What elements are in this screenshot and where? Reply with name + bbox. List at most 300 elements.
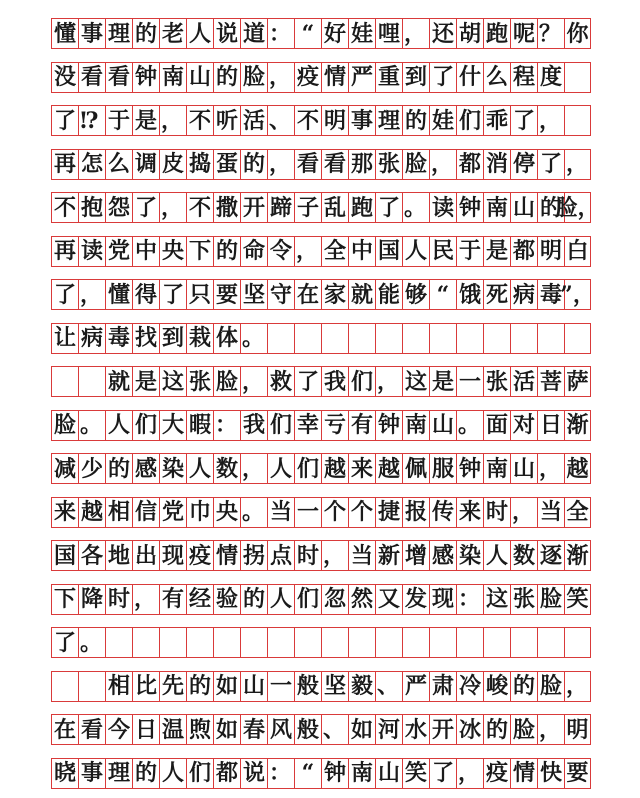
- grid-cell-empty: [321, 324, 348, 353]
- grid-cell-empty: [186, 628, 213, 657]
- grid-cell-character: 河: [375, 715, 402, 744]
- grid-cell-character: 中: [348, 237, 375, 266]
- grid-cell-character: 中: [132, 237, 159, 266]
- manuscript-row: [51, 62, 591, 93]
- grid-cell-character: 好: [321, 19, 348, 48]
- grid-cell-character: 你: [564, 19, 591, 48]
- grid-cell-character: 时: [294, 541, 321, 570]
- grid-cell-character: 南: [402, 411, 429, 440]
- grid-cell-character: 就: [348, 280, 375, 309]
- grid-cell-character: ，: [537, 715, 564, 744]
- grid-cell-character: 是: [132, 106, 159, 135]
- grid-cell-character: 呢: [510, 19, 537, 48]
- grid-cell-character: 再: [51, 237, 78, 266]
- manuscript-row: [51, 192, 600, 223]
- grid-cell-character: 忽: [321, 585, 348, 614]
- grid-cell-empty: [375, 324, 402, 353]
- grid-cell-character: 现: [429, 585, 456, 614]
- grid-cell-character: 相: [105, 498, 132, 527]
- grid-cell-character: 党: [159, 498, 186, 527]
- grid-cell-character: 这: [402, 367, 429, 396]
- manuscript-row: [51, 671, 591, 702]
- grid-cell-character: 这: [159, 367, 186, 396]
- grid-cell-character: 当: [267, 498, 294, 527]
- grid-cell-character: 国: [375, 237, 402, 266]
- grid-cell-character: 面: [483, 411, 510, 440]
- grid-cell-character: 情: [213, 541, 240, 570]
- grid-cell-character: 服: [429, 454, 456, 483]
- grid-cell-character: ，: [267, 63, 294, 92]
- grid-cell-character: ，: [159, 193, 186, 222]
- grid-cell-character: 地: [105, 541, 132, 570]
- grid-cell-character: 了: [537, 150, 564, 179]
- grid-cell-character: 活: [510, 367, 537, 396]
- grid-cell-character: 懂: [51, 19, 78, 48]
- grid-cell-character: 明: [321, 106, 348, 135]
- grid-cell-character: 病: [510, 280, 537, 309]
- grid-cell-character: 跑: [348, 193, 375, 222]
- grid-cell-character: 山: [429, 411, 456, 440]
- grid-cell-character: 如: [213, 672, 240, 701]
- grid-cell-character: 听: [213, 106, 240, 135]
- grid-cell-character: 各: [78, 541, 105, 570]
- grid-cell-character: 煦: [186, 715, 213, 744]
- grid-cell-character: 都: [510, 237, 537, 266]
- grid-cell-character: 程: [510, 63, 537, 92]
- grid-cell-character: 哩: [375, 19, 402, 48]
- grid-cell-character: 调: [132, 150, 159, 179]
- grid-cell-character: 是: [132, 367, 159, 396]
- grid-cell-empty: [51, 367, 78, 396]
- grid-cell-character: 、: [267, 106, 294, 135]
- manuscript-row: [51, 18, 591, 49]
- grid-cell-character: 了: [159, 280, 186, 309]
- grid-cell-character: 人: [267, 585, 294, 614]
- grid-cell-character: ，: [294, 237, 321, 266]
- grid-cell-character: 脸: [51, 411, 78, 440]
- grid-cell-character: 只: [186, 280, 213, 309]
- grid-cell-character: 钟: [375, 411, 402, 440]
- grid-cell-character: 坚: [321, 672, 348, 701]
- grid-cell-character: 张: [483, 367, 510, 396]
- grid-cell-empty: [105, 628, 132, 657]
- grid-cell-character: 快: [537, 759, 564, 788]
- grid-cell-character: 停: [510, 150, 537, 179]
- grid-cell-character: 越: [564, 454, 591, 483]
- manuscript-row: [51, 540, 591, 571]
- grid-cell-character: 大: [159, 411, 186, 440]
- grid-cell-character: 春: [240, 715, 267, 744]
- grid-cell-character: ，: [159, 106, 186, 135]
- grid-cell-character: 要: [213, 280, 240, 309]
- grid-cell-character: 冷: [456, 672, 483, 701]
- grid-cell-character: 的: [213, 63, 240, 92]
- grid-cell-empty: [159, 628, 186, 657]
- grid-cell-character: 看: [78, 63, 105, 92]
- grid-cell-character: 不: [294, 106, 321, 135]
- grid-cell-character: 命: [240, 237, 267, 266]
- grid-cell-character: 于: [456, 237, 483, 266]
- grid-cell-character: 够: [402, 280, 429, 309]
- grid-cell-character: 数: [510, 541, 537, 570]
- grid-cell-character: 个: [321, 498, 348, 527]
- grid-cell-character: 逐: [537, 541, 564, 570]
- grid-cell-character: 毅: [348, 672, 375, 701]
- manuscript-row: [51, 627, 591, 658]
- grid-cell-character: 又: [375, 585, 402, 614]
- grid-cell-character: 开: [429, 715, 456, 744]
- grid-cell-character: 山: [375, 759, 402, 788]
- grid-cell-character: 乖: [483, 106, 510, 135]
- grid-cell-character: 山: [510, 454, 537, 483]
- grid-cell-character: 我: [321, 367, 348, 396]
- grid-cell-character: 都: [456, 150, 483, 179]
- grid-cell-character: 还: [429, 19, 456, 48]
- grid-cell-character: ：: [213, 411, 240, 440]
- grid-cell-character: 。: [240, 324, 267, 353]
- grid-cell-character: 饿: [456, 280, 483, 309]
- grid-cell-character: 理: [375, 106, 402, 135]
- grid-cell-character: 的: [240, 585, 267, 614]
- grid-cell-character: 毒: [537, 280, 564, 309]
- grid-cell-character: 。: [402, 193, 429, 222]
- grid-cell-character: 央: [213, 498, 240, 527]
- grid-cell-character: 水: [402, 715, 429, 744]
- grid-cell-character: 脸: [402, 150, 429, 179]
- grid-cell-character: 、: [321, 715, 348, 744]
- grid-cell-empty: [402, 324, 429, 353]
- grid-cell-character: 感: [132, 454, 159, 483]
- grid-cell-character: 脸，: [555, 194, 600, 221]
- grid-cell-character: 南: [483, 193, 510, 222]
- grid-cell-character: 渐: [564, 411, 591, 440]
- grid-cell-character: 山: [510, 193, 537, 222]
- grid-cell-character: “: [294, 19, 321, 48]
- grid-cell-character: 捣: [186, 150, 213, 179]
- manuscript-row: [51, 584, 591, 615]
- grid-cell-character: 找: [132, 324, 159, 353]
- manuscript-row: [51, 758, 591, 789]
- grid-cell-character: 是: [483, 237, 510, 266]
- grid-cell-empty: [456, 324, 483, 353]
- grid-cell-character: 般: [294, 672, 321, 701]
- grid-cell-character: 来: [456, 498, 483, 527]
- manuscript-row: [51, 497, 591, 528]
- grid-cell-character: 度: [537, 63, 564, 92]
- grid-cell-character: 没: [51, 63, 78, 92]
- grid-cell-character: ，: [132, 585, 159, 614]
- grid-cell-character: 子: [294, 193, 321, 222]
- grid-cell-character: 有: [348, 411, 375, 440]
- grid-cell-character: 新: [375, 541, 402, 570]
- grid-cell-empty: [564, 628, 591, 657]
- grid-cell-character: 人: [186, 19, 213, 48]
- grid-cell-empty: [267, 628, 294, 657]
- grid-cell-character: 了: [429, 759, 456, 788]
- grid-cell-character: 说: [213, 19, 240, 48]
- grid-cell-character: 读: [429, 193, 456, 222]
- grid-cell-character: 不: [186, 106, 213, 135]
- grid-cell-character: 这: [483, 585, 510, 614]
- grid-cell-character: ？: [537, 19, 564, 48]
- grid-cell-character: 那: [348, 150, 375, 179]
- grid-cell-character: 越: [375, 454, 402, 483]
- grid-cell-character: 家: [321, 280, 348, 309]
- grid-cell-character: ，: [321, 541, 348, 570]
- grid-cell-character: 越: [321, 454, 348, 483]
- grid-cell-character: 看: [78, 715, 105, 744]
- grid-cell-character: 毒: [105, 324, 132, 353]
- grid-cell-character: 们: [456, 106, 483, 135]
- grid-cell-character: 人: [483, 541, 510, 570]
- grid-cell-character: 让: [51, 324, 78, 353]
- manuscript-row: [51, 105, 591, 136]
- grid-cell-character: 山: [240, 672, 267, 701]
- grid-cell-character: 理: [105, 19, 132, 48]
- manuscript-row: [51, 410, 591, 441]
- grid-cell-character: 验: [213, 585, 240, 614]
- grid-cell-character: 的: [240, 150, 267, 179]
- grid-cell-character: 事: [78, 759, 105, 788]
- grid-cell-character: 。: [78, 628, 105, 657]
- grid-cell-empty: [537, 324, 564, 353]
- grid-cell-character: 暇: [186, 411, 213, 440]
- grid-cell-character: 么: [483, 63, 510, 92]
- grid-cell-empty: [429, 628, 456, 657]
- grid-cell-character: 么: [105, 150, 132, 179]
- grid-cell-character: 情: [321, 63, 348, 92]
- grid-cell-character: 事: [348, 106, 375, 135]
- grid-cell-character: 降: [78, 585, 105, 614]
- grid-cell-character: 抱: [78, 193, 105, 222]
- grid-cell-character: 佩: [402, 454, 429, 483]
- grid-cell-character: 体: [213, 324, 240, 353]
- grid-cell-character: 看: [294, 150, 321, 179]
- grid-cell-character: 经: [186, 585, 213, 614]
- grid-cell-empty: [321, 628, 348, 657]
- grid-cell-character: 人: [267, 454, 294, 483]
- grid-cell-character: 撒: [213, 193, 240, 222]
- grid-cell-character: ：: [267, 19, 294, 48]
- grid-cell-character: 疫: [483, 759, 510, 788]
- grid-cell-character: 对: [510, 411, 537, 440]
- grid-cell-character: 来: [51, 498, 78, 527]
- grid-cell-character: 如: [348, 715, 375, 744]
- grid-cell-character: 先: [159, 672, 186, 701]
- grid-cell-character: ，: [375, 367, 402, 396]
- grid-cell-character: 日: [537, 411, 564, 440]
- grid-cell-character: 的: [213, 237, 240, 266]
- grid-cell-character: 的: [510, 672, 537, 701]
- grid-cell-character: 是: [429, 367, 456, 396]
- grid-cell-empty: [213, 628, 240, 657]
- grid-cell-character: 如: [213, 715, 240, 744]
- grid-cell-character: 张: [186, 367, 213, 396]
- grid-cell-character: 越: [78, 498, 105, 527]
- grid-cell-character: 们: [132, 411, 159, 440]
- grid-cell-character: 严: [348, 63, 375, 92]
- grid-cell-character: 娃: [348, 19, 375, 48]
- grid-cell-character: 能: [375, 280, 402, 309]
- grid-cell-character: 。: [456, 411, 483, 440]
- grid-cell-empty: [510, 628, 537, 657]
- grid-cell-character: 消: [483, 150, 510, 179]
- grid-cell-character: 晓: [51, 759, 78, 788]
- grid-cell-character: ，: [78, 280, 105, 309]
- grid-cell-character: 蛋: [213, 150, 240, 179]
- grid-cell-character: ，: [267, 150, 294, 179]
- grid-cell-character: 当: [537, 498, 564, 527]
- manuscript-row: [51, 714, 591, 745]
- grid-cell-character: 白: [564, 237, 591, 266]
- grid-cell-character: 脸: [240, 63, 267, 92]
- manuscript-row: [51, 453, 591, 484]
- grid-cell-character: 个: [348, 498, 375, 527]
- grid-cell-character: 传: [429, 498, 456, 527]
- grid-cell-character: 感: [429, 541, 456, 570]
- grid-cell-character: 点: [267, 541, 294, 570]
- grid-cell-character: 疫: [186, 541, 213, 570]
- grid-cell-character: 活: [240, 106, 267, 135]
- grid-cell-character: 钟: [321, 759, 348, 788]
- grid-cell-character: 令: [267, 237, 294, 266]
- grid-cell-character: 到: [159, 324, 186, 353]
- grid-cell-empty: [267, 324, 294, 353]
- grid-cell-empty: [294, 324, 321, 353]
- grid-cell-character: 捷: [375, 498, 402, 527]
- grid-cell-character: 的: [186, 672, 213, 701]
- grid-cell-character: 死: [483, 280, 510, 309]
- grid-cell-character: 一: [456, 367, 483, 396]
- grid-cell-empty: [483, 324, 510, 353]
- grid-cell-character: 菩: [537, 367, 564, 396]
- grid-cell-character: 说: [240, 759, 267, 788]
- grid-cell-character: 冰: [456, 715, 483, 744]
- grid-cell-character: 来: [348, 454, 375, 483]
- grid-cell-character: 要: [564, 759, 591, 788]
- grid-cell-character: 了: [375, 193, 402, 222]
- grid-cell-character: 救: [267, 367, 294, 396]
- grid-cell-character: 我: [240, 411, 267, 440]
- grid-cell-character: ，: [564, 150, 591, 179]
- grid-cell-character: 般: [294, 715, 321, 744]
- grid-cell-character: 怎: [78, 150, 105, 179]
- grid-cell-empty: [294, 628, 321, 657]
- grid-cell-character: ，: [429, 150, 456, 179]
- grid-cell-character: 事: [78, 19, 105, 48]
- grid-cell-character: 染: [456, 541, 483, 570]
- grid-cell-character: 下: [186, 237, 213, 266]
- grid-cell-character: 们: [294, 585, 321, 614]
- grid-cell-character: 们: [348, 367, 375, 396]
- grid-cell-character: 。: [78, 411, 105, 440]
- grid-cell-character: 笑: [402, 759, 429, 788]
- grid-cell-empty: [510, 324, 537, 353]
- grid-cell-character: 时: [105, 585, 132, 614]
- grid-cell-character: 南: [348, 759, 375, 788]
- grid-cell-character: 国: [51, 541, 78, 570]
- grid-cell-character: 渐: [564, 541, 591, 570]
- grid-cell-character: 乱: [321, 193, 348, 222]
- grid-cell-character: 在: [51, 715, 78, 744]
- grid-cell-character: 跑: [483, 19, 510, 48]
- grid-cell-empty: [132, 628, 159, 657]
- grid-cell-character: 少: [78, 454, 105, 483]
- grid-cell-character: ⁉: [78, 106, 105, 135]
- grid-cell-character: 钟: [132, 63, 159, 92]
- manuscript-row: [51, 323, 591, 354]
- grid-cell-character: 拐: [240, 541, 267, 570]
- grid-cell-empty: [240, 628, 267, 657]
- grid-cell-character: 再: [51, 150, 78, 179]
- grid-cell-character: 山: [186, 63, 213, 92]
- grid-cell-character: 现: [159, 541, 186, 570]
- grid-cell-character: ：: [456, 585, 483, 614]
- grid-cell-character: 不: [51, 193, 78, 222]
- grid-cell-empty: [51, 672, 78, 701]
- grid-cell-character: 脸: [537, 585, 564, 614]
- grid-cell-character: 的: [402, 106, 429, 135]
- grid-cell-character: ，: [510, 498, 537, 527]
- grid-cell-empty: [348, 628, 375, 657]
- grid-cell-character: 胡: [456, 19, 483, 48]
- grid-cell-empty: [564, 63, 591, 92]
- grid-cell-character: 栽: [186, 324, 213, 353]
- grid-cell-character: 报: [402, 498, 429, 527]
- grid-cell-character: 全: [564, 498, 591, 527]
- grid-cell-character: ，: [240, 454, 267, 483]
- grid-cell-empty: [564, 324, 591, 353]
- grid-cell-empty: [564, 106, 591, 135]
- grid-cell-character: 怨: [105, 193, 132, 222]
- grid-cell-character: 今: [105, 715, 132, 744]
- grid-cell-character: 看: [321, 150, 348, 179]
- grid-cell-empty: [348, 324, 375, 353]
- grid-cell-character: 们: [294, 454, 321, 483]
- grid-cell-character: 守: [267, 280, 294, 309]
- grid-cell-character: 不: [186, 193, 213, 222]
- grid-cell-empty: [483, 628, 510, 657]
- grid-cell-character: 娃: [429, 106, 456, 135]
- grid-cell-character: 然: [348, 585, 375, 614]
- grid-cell-character: ，: [456, 759, 483, 788]
- grid-cell-character: 了: [51, 628, 78, 657]
- grid-cell-character: 了: [51, 106, 78, 135]
- grid-cell-character: 都: [213, 759, 240, 788]
- grid-cell-character: 病: [78, 324, 105, 353]
- grid-cell-character: 笑: [564, 585, 591, 614]
- grid-cell-character: ”，: [560, 281, 595, 308]
- grid-cell-character: 脸: [537, 672, 564, 701]
- grid-cell-character: 幸: [294, 411, 321, 440]
- grid-cell-character: 南: [483, 454, 510, 483]
- grid-cell-character: 人: [105, 411, 132, 440]
- grid-cell-character: 坚: [240, 280, 267, 309]
- grid-cell-character: 道: [240, 19, 267, 48]
- grid-cell-character: 当: [348, 541, 375, 570]
- grid-cell-character: 肃: [429, 672, 456, 701]
- grid-cell-character: 明: [564, 715, 591, 744]
- manuscript-grid-paper: [51, 12, 600, 798]
- grid-cell-character: 的: [483, 715, 510, 744]
- grid-cell-character: 峻: [483, 672, 510, 701]
- grid-cell-character: 脸: [213, 367, 240, 396]
- grid-cell-character: 数: [213, 454, 240, 483]
- grid-cell-character: 减: [51, 454, 78, 483]
- grid-cell-character: 的: [537, 193, 564, 222]
- grid-cell-character: 一: [294, 498, 321, 527]
- grid-cell-empty: [456, 628, 483, 657]
